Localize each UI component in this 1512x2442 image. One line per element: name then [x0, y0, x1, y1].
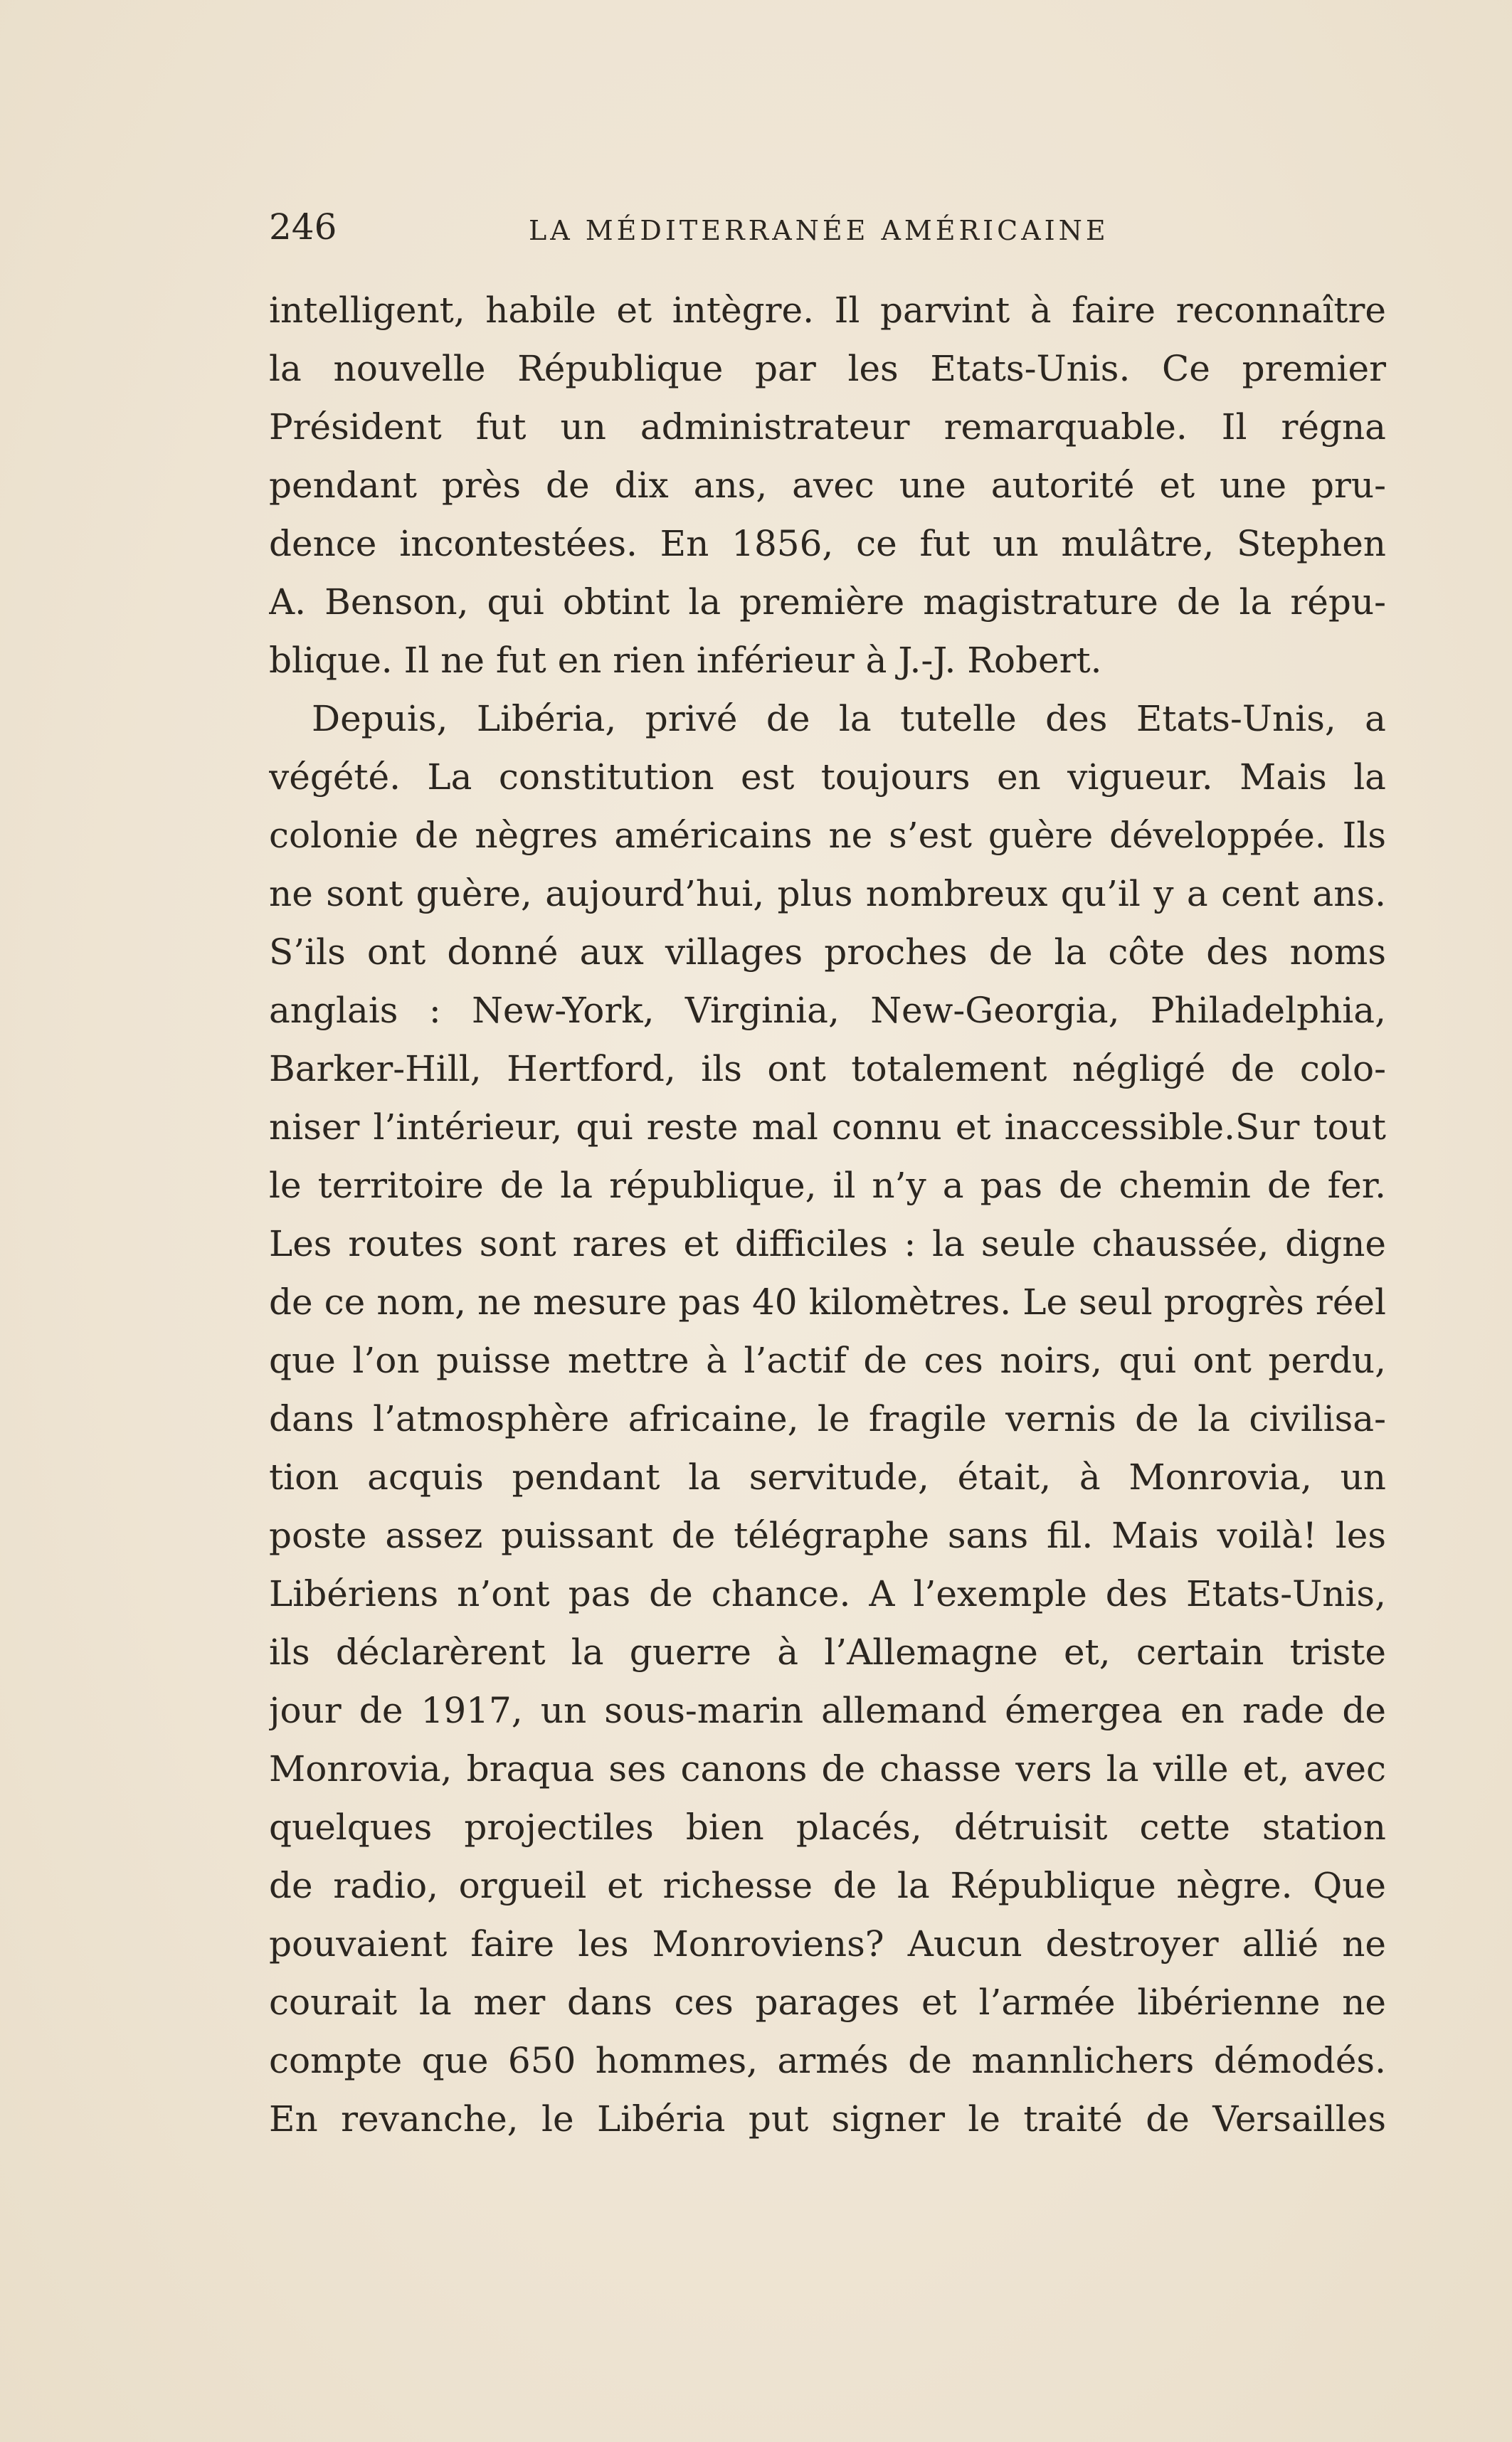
text-line: végété. La constitution est toujours en vigueur. Mais la	[269, 756, 1386, 798]
text-line: A. Benson, qui obtint la première magistrature de la répu-	[269, 581, 1386, 623]
text-line: que l’on puisse mettre à l’actif de ces noirs, qui ont perdu,	[269, 1340, 1386, 1381]
body-text	[269, 281, 1386, 2148]
text-line: colonie de nègres américains ne s’est guère développée. Ils	[269, 815, 1386, 856]
text-line: pouvaient faire les Monroviens? Aucun destroyer allié ne	[269, 1923, 1386, 1965]
text-line: le territoire de la république, il n’y a pas de chemin de fer.	[269, 1165, 1386, 1206]
text-line: En revanche, le Libéria put signer le traité de Versailles	[269, 2098, 1386, 2140]
text-line: S’ils ont donné aux villages proches de la côte des noms	[269, 931, 1386, 973]
text-line: courait la mer dans ces parages et l’armée libérienne ne	[269, 1982, 1386, 2023]
page-number: 246	[269, 206, 337, 248]
text-line: quelques projectiles bien placés, détruisit cette station	[269, 1807, 1386, 1848]
text-line: de ce nom, ne mesure pas 40 kilomètres. Le seul progrès réel	[269, 1281, 1386, 1323]
text-line: dence incontestées. En 1856, ce fut un mulâtre, Stephen	[269, 523, 1386, 564]
text-line: anglais : New-York, Virginia, New-Georgia, Philadelphia,	[269, 990, 1386, 1031]
text-line: dans l’atmosphère africaine, le fragile vernis de la civilisa-	[269, 1398, 1386, 1439]
text-line: Président fut un administrateur remarquable. Il régna	[269, 406, 1386, 448]
text-line: Depuis, Libéria, privé de la tutelle des Etats-Unis, a	[312, 698, 1386, 739]
text-line: Libériens n’ont pas de chance. A l’exemple des Etats-Unis,	[269, 1573, 1386, 1614]
text-line: intelligent, habile et intègre. Il parvint à faire reconnaître	[269, 290, 1386, 331]
text-line: niser l’intérieur, qui reste mal connu et inaccessible.Sur tout	[269, 1106, 1386, 1148]
text-line: tion acquis pendant la servitude, était, à Monrovia, un	[269, 1457, 1386, 1498]
text-line: pendant près de dix ans, avec une autorité et une pru-	[269, 465, 1386, 506]
text-line: jour de 1917, un sous-marin allemand émergea en rade de	[269, 1690, 1386, 1731]
text-line: blique. Il ne fut en rien inférieur à J.-J. Robert.	[269, 640, 1102, 681]
running-title: LA MÉDITERRANÉE AMÉRICAINE	[529, 215, 1109, 246]
text-line: de radio, orgueil et richesse de la République nègre. Que	[269, 1865, 1386, 1906]
page-header	[269, 206, 1386, 263]
text-line: Barker-Hill, Hertford, ils ont totalement négligé de colo-	[269, 1048, 1386, 1089]
text-line: Monrovia, braqua ses canons de chasse vers la ville et, avec	[269, 1748, 1386, 1790]
text-line: poste assez puissant de télégraphe sans fil. Mais voilà! les	[269, 1515, 1386, 1556]
text-line: ne sont guère, aujourd’hui, plus nombreux qu’il y a cent ans.	[269, 873, 1386, 914]
text-line: la nouvelle République par les Etats-Unis. Ce premier	[269, 348, 1386, 389]
text-line: Les routes sont rares et difficiles : la seule chaussée, digne	[269, 1223, 1386, 1264]
text-line: compte que 650 hommes, armés de mannlichers démodés.	[269, 2040, 1386, 2081]
text-line: ils déclarèrent la guerre à l’Allemagne et, certain triste	[269, 1632, 1386, 1673]
